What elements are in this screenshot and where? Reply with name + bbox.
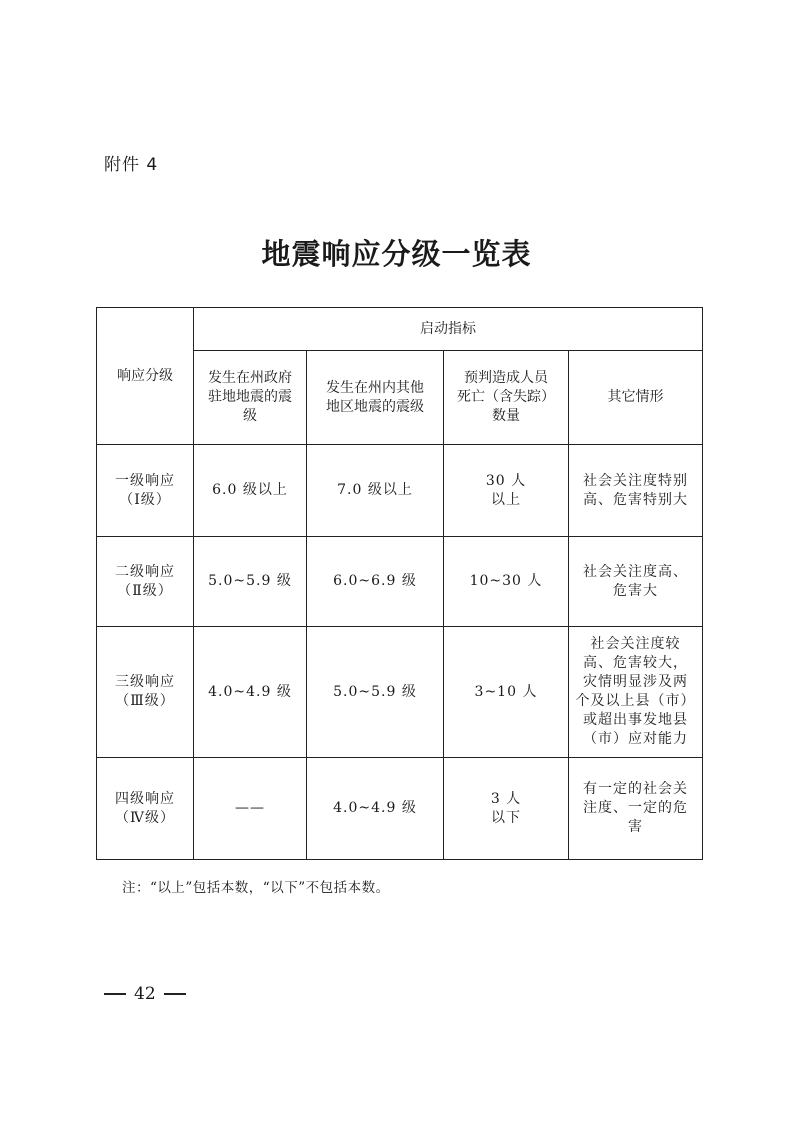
other-area-magnitude-cell: 4.0~4.9 级 xyxy=(307,758,444,860)
table-row xyxy=(97,627,703,758)
dash-right xyxy=(164,993,186,994)
other-area-magnitude-cell: 5.0~5.9 级 xyxy=(307,627,444,758)
gov-seat-magnitude-cell: —— xyxy=(194,758,307,860)
other-area-magnitude-cell: 6.0~6.9 级 xyxy=(307,537,444,627)
table-row xyxy=(97,537,703,627)
other-situation-cell: 社会关注度较 高、危害较大， 灾情明显涉及两 个及以上县（市） 或超出事发地县 （市）应对能力 xyxy=(569,627,703,758)
level-cell: 二级响应 （Ⅱ级） xyxy=(97,537,194,627)
table-note: 注：“以上”包括本数，“以下”不包括本数。 xyxy=(122,880,390,896)
other-area-magnitude-cell: 7.0 级以上 xyxy=(307,445,444,537)
casualties-cell: 30 人 以上 xyxy=(444,445,569,537)
casualties-cell: 3 人 以下 xyxy=(444,758,569,860)
gov-seat-magnitude-cell: 4.0~4.9 级 xyxy=(194,627,307,758)
level-header: 响应分级 xyxy=(97,308,194,445)
page-number-value: 42 xyxy=(134,984,156,1004)
table-row xyxy=(97,445,703,537)
col-header-gov-seat: 发生在州政府 驻地地震的震 级 xyxy=(194,351,307,445)
casualties-cell: 3~10 人 xyxy=(444,627,569,758)
other-situation-cell: 有一定的社会关 注度、一定的危 害 xyxy=(569,758,703,860)
col-header-other: 其它情形 xyxy=(569,351,703,445)
trigger-header: 启动指标 xyxy=(194,308,703,351)
table-row xyxy=(97,758,703,860)
response-level-table xyxy=(96,307,703,860)
attachment-label: 附件 4 xyxy=(104,155,159,175)
gov-seat-magnitude-cell: 5.0~5.9 级 xyxy=(194,537,307,627)
col-header-other-area: 发生在州内其他 地区地震的震级 xyxy=(307,351,444,445)
col-header-casualties: 预判造成人员 死亡（含失踪） 数量 xyxy=(444,351,569,445)
level-cell: 四级响应 （Ⅳ级） xyxy=(97,758,194,860)
gov-seat-magnitude-cell: 6.0 级以上 xyxy=(194,445,307,537)
casualties-cell: 10~30 人 xyxy=(444,537,569,627)
level-cell: 三级响应 （Ⅲ级） xyxy=(97,627,194,758)
other-situation-cell: 社会关注度特别 高、危害特别大 xyxy=(569,445,703,537)
page-title: 地震响应分级一览表 xyxy=(261,237,532,271)
dash-left xyxy=(104,993,126,994)
page-number xyxy=(104,984,186,1004)
level-cell: 一级响应 （Ⅰ级） xyxy=(97,445,194,537)
other-situation-cell: 社会关注度高、 危害大 xyxy=(569,537,703,627)
